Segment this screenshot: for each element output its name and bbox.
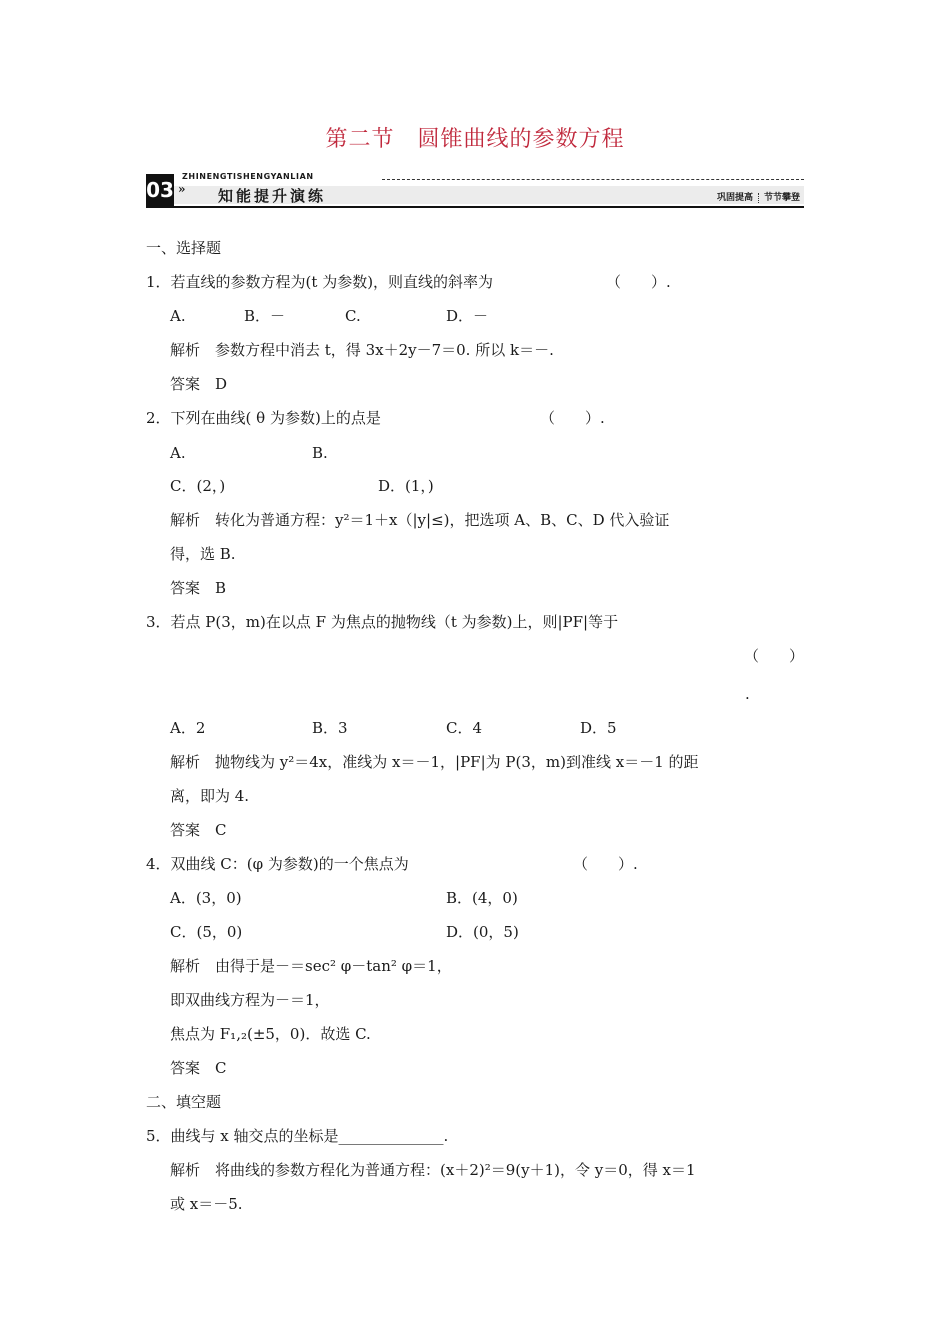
section-heading-choice: 一、选择题 — [146, 239, 222, 257]
q3-solution-2: 离，即为 4. — [170, 787, 250, 805]
answer-paren-3: （ ） — [744, 647, 805, 665]
q4-option-d: D．(0，5) — [446, 923, 519, 941]
question-5: 5．曲线与 x 轴交点的坐标是______________. — [146, 1127, 449, 1145]
q1-answer: 答案 D — [170, 375, 228, 393]
q1-option-a: A. — [170, 307, 186, 325]
banner-underline — [146, 206, 804, 208]
section-heading-fill: 二、填空题 — [146, 1093, 222, 1111]
answer-paren-2: （ ）. — [540, 409, 605, 427]
q1-solution: 解析 参数方程中消去 t，得 3x＋2y－7＝0. 所以 k＝－. — [170, 341, 554, 359]
q2-solution-1: 解析 转化为普通方程：y²＝1＋x（|y|≤)，把选项 A、B、C、D 代入验证 — [170, 511, 670, 529]
q4-option-b: B．(4，0) — [446, 889, 518, 907]
q5-solution-2: 或 x＝－5. — [170, 1195, 243, 1213]
answer-paren-1: （ ）. — [606, 273, 671, 291]
question-3: 3．若点 P(3，m)在以点 F 为焦点的抛物线（t 为参数)上，则|PF|等于 — [146, 613, 619, 631]
q4-option-c: C．(5，0) — [170, 923, 243, 941]
q3-option-a: A．2 — [170, 719, 206, 737]
q2-option-d: D．(1，) — [378, 477, 434, 495]
q3-option-d: D．5 — [580, 719, 617, 737]
q3-option-c: C．4 — [446, 719, 483, 737]
q2-option-b: B. — [312, 444, 328, 462]
question-1: 1．若直线的参数方程为(t 为参数)，则直线的斜率为 — [146, 273, 494, 291]
banner-separator — [758, 193, 759, 203]
q2-option-a: A. — [170, 444, 186, 462]
q4-option-a: A．(3，0) — [170, 889, 242, 907]
q2-option-c: C．(2，) — [170, 477, 226, 495]
q4-solution-3: 焦点为 F₁,₂(±5，0)．故选 C. — [170, 1025, 371, 1043]
answer-paren-4: （ ）. — [573, 855, 638, 873]
q2-answer: 答案 B — [170, 579, 227, 597]
section-banner — [146, 168, 804, 212]
banner-number: 03 — [146, 174, 174, 206]
q4-solution-1: 解析 由得于是－＝sec² φ－tan² φ＝1， — [170, 957, 452, 975]
answer-paren-3-dot: . — [745, 685, 750, 703]
page-title: 第二节 圆锥曲线的参数方程 — [325, 127, 625, 152]
banner-dashed-line — [382, 179, 804, 180]
banner-right-a: 巩固提高 — [716, 193, 753, 203]
q4-solution-2: 即双曲线方程为－＝1， — [170, 991, 330, 1009]
q4-answer: 答案 C — [170, 1059, 227, 1077]
banner-pinyin: ZHINENGTISHENGYANLIAN — [182, 172, 314, 181]
q2-solution-2: 得，选 B. — [170, 545, 236, 563]
q3-solution-1: 解析 抛物线为 y²＝4x，准线为 x＝－1，|PF|为 P(3，m)到准线 x＝－1 的距 — [170, 753, 699, 771]
q1-option-c: C. — [345, 307, 361, 325]
chevron-icon: » — [178, 182, 186, 196]
question-2: 2．下列在曲线( θ 为参数)上的点是 — [146, 409, 381, 427]
banner-right-label — [717, 190, 800, 203]
q1-option-b: B．－ — [244, 307, 286, 325]
banner-right-b: 节节攀登 — [763, 193, 800, 203]
q1-option-d: D．－ — [446, 307, 489, 325]
q5-solution-1: 解析 将曲线的参数方程化为普通方程：(x＋2)²＝9(y＋1)，令 y＝0，得 x＝1 — [170, 1161, 696, 1179]
question-4: 4．双曲线 C：(φ 为参数)的一个焦点为 — [146, 855, 409, 873]
banner-heading: 知能提升演练 — [218, 187, 327, 205]
q3-option-b: B．3 — [312, 719, 348, 737]
q3-answer: 答案 C — [170, 821, 227, 839]
